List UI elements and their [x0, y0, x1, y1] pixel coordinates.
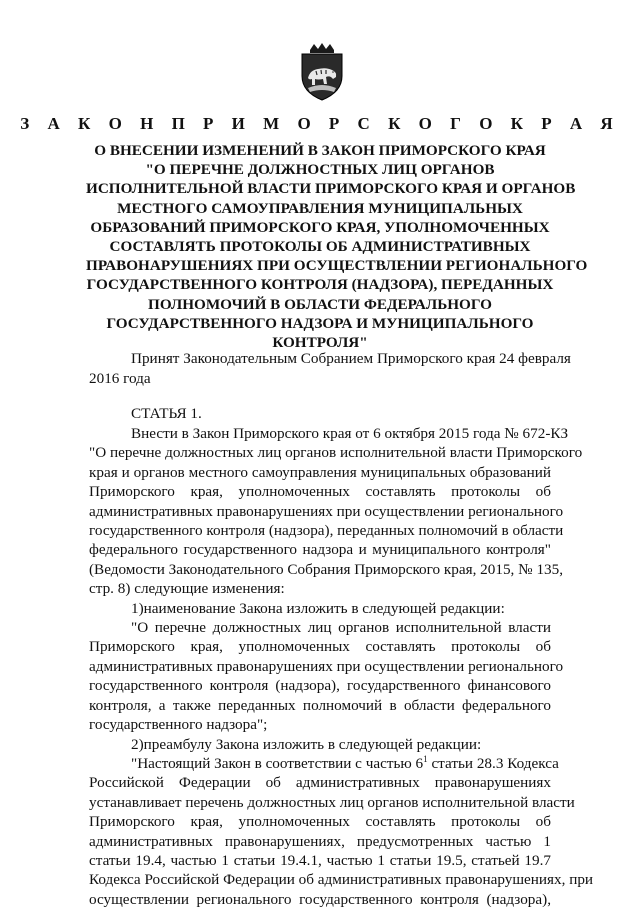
body-line-text: административных правонарушениях при осуществлении регионального	[89, 502, 564, 520]
body-line-text: Кодекса Российской Федерации об административных правонарушениях, при	[89, 871, 594, 889]
title-line: ГОСУДАРСТВЕННОГО НАДЗОРА И МУНИЦИПАЛЬНОГО	[106, 314, 534, 332]
body-line	[89, 890, 551, 909]
body-line-text: государственного контроля (надзора), государственного финансового	[89, 677, 551, 695]
title-line: ПРАВОНАРУШЕНИЯХ ПРИ ОСУЩЕСТВЛЕНИИ РЕГИОНАЛЬНОГО	[86, 257, 588, 275]
body-line	[89, 812, 551, 831]
adoption-note	[89, 349, 571, 388]
body-line-text: статьи 28.3 Кодекса	[427, 754, 559, 772]
body-line	[89, 637, 551, 656]
adoption-line: Принят Законодательным Собранием Приморского края 24 февраля	[131, 350, 571, 367]
body-line-text: Приморского края, уполномоченных составлять протоколы об	[89, 813, 551, 831]
body-line-text: статьи 19.4, частью 1 статьи 19.4.1, частью 1 статьи 19.5, статьей 19.7	[89, 851, 551, 869]
body-line-text: Приморского края, уполномоченных составлять протоколы об	[89, 638, 551, 656]
body-line-text: осуществлении регионального государственного контроля (надзора),	[89, 890, 551, 908]
title-line: ОБРАЗОВАНИЙ ПРИМОРСКОГО КРАЯ, УПОЛНОМОЧЕННЫХ	[90, 218, 550, 236]
body-line-text: контроля, а также переданных полномочий в области федерального	[89, 696, 551, 714]
body-line	[89, 715, 551, 734]
title-line: О ВНЕСЕНИИ ИЗМЕНЕНИЙ В ЗАКОН ПРИМОРСКОГО КРАЯ	[94, 142, 546, 159]
title-line: ИСПОЛНИТЕЛЬНОЙ ВЛАСТИ ПРИМОРСКОГО КРАЯ И ОРГАНОВ	[86, 180, 576, 198]
body-line	[89, 599, 551, 618]
body-line-text: государственного надзора";	[89, 716, 268, 734]
body-line	[89, 482, 551, 501]
body-line	[89, 521, 564, 540]
body-line	[89, 773, 551, 792]
article-title: СТАТЬЯ 1.	[131, 405, 202, 422]
body-line-text: "Настоящий Закон в соответствии с частью 6	[131, 754, 424, 772]
body-line-text: Внести в Закон Приморского края от 6 октября 2015 года № 672-КЗ	[131, 425, 569, 442]
title-line: КОНТРОЛЯ"	[272, 334, 368, 352]
title-line: ПОЛНОМОЧИЙ В ОБЛАСТИ ФЕДЕРАЛЬНОГО	[148, 295, 492, 313]
body-line	[89, 463, 551, 482]
body-line	[89, 735, 551, 754]
law-heading: З А К О Н П Р И М О Р С К О Г О К Р А Я	[20, 114, 620, 133]
body-line	[89, 870, 594, 889]
body-line-text: административных правонарушениях при осуществлении регионального	[89, 657, 564, 675]
article-body	[89, 424, 594, 909]
body-line	[89, 424, 569, 443]
body-line	[89, 502, 564, 521]
body-line	[89, 676, 551, 695]
body-line	[89, 560, 564, 579]
body-line	[89, 618, 551, 637]
law-title	[86, 141, 588, 352]
body-line	[89, 851, 551, 870]
title-line: МЕСТНОГО САМОУПРАВЛЕНИЯ МУНИЦИПАЛЬНЫХ	[117, 199, 523, 217]
body-line-text: 1)наименование Закона изложить в следующей редакции:	[131, 599, 505, 617]
body-line	[89, 696, 551, 715]
adoption-line: 2016 года	[89, 369, 151, 387]
body-line-text: административных правонарушениях, предусмотренных частью 1	[89, 832, 551, 850]
body-line-text: края и органов местного самоуправления муниципальных образований	[89, 463, 551, 481]
body-line	[89, 793, 575, 812]
body-line-text: (Ведомости Законодательного Собрания Приморского края, 2015, № 135,	[89, 560, 564, 578]
body-line-text: 2)преамбулу Закона изложить в следующей редакции:	[131, 735, 482, 753]
body-line	[89, 540, 551, 559]
superscript: 1	[423, 753, 428, 764]
body-line-text: стр. 8) следующие изменения:	[89, 580, 285, 598]
title-line: "О ПЕРЕЧНЕ ДОЛЖНОСТНЫХ ЛИЦ ОРГАНОВ	[145, 161, 495, 179]
body-line	[89, 579, 551, 598]
body-line	[89, 443, 583, 462]
coat-of-arms-icon	[296, 42, 348, 102]
body-line-text: Российской Федерации об административных правонарушениях	[89, 774, 551, 792]
body-line	[89, 753, 559, 773]
body-line-text: Приморского края, уполномоченных составлять протоколы об	[89, 483, 551, 501]
body-line-text: государственного контроля (надзора), переданных полномочий в области	[89, 522, 564, 540]
body-line-text: "О перечне должностных лиц органов исполнительной власти	[131, 619, 551, 637]
body-line	[89, 832, 551, 851]
title-line: СОСТАВЛЯТЬ ПРОТОКОЛЫ ОБ АДМИНИСТРАТИВНЫХ	[109, 238, 531, 256]
body-line	[89, 657, 564, 676]
title-line: ГОСУДАРСТВЕННОГО КОНТРОЛЯ (НАДЗОРА), ПЕРЕДАННЫХ	[86, 276, 554, 294]
body-line-text: федерального государственного надзора и муниципального контроля"	[89, 541, 551, 559]
body-line-text: устанавливает перечень должностных лиц органов исполнительной власти	[89, 793, 575, 811]
body-line-text: "О перечне должностных лиц органов исполнительной власти Приморского	[89, 444, 583, 462]
